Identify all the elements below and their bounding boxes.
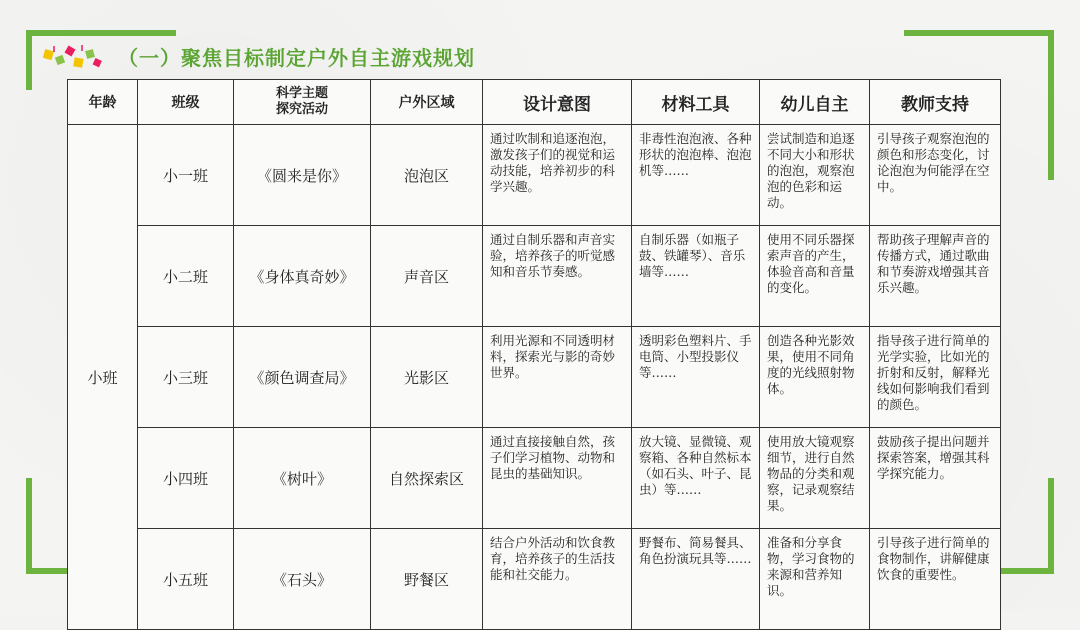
child-cell: 使用放大镜观察细节，进行自然物品的分类和观察，记录观察结果。: [760, 428, 870, 529]
teacher-cell: 指导孩子进行简单的光学实验，比如光的折射和反射，解释光线如何影响我们看到的颜色。: [870, 327, 1001, 428]
class-cell: 小五班: [138, 529, 234, 630]
frame-corner-top-right: [904, 30, 1054, 36]
area-cell: 自然探索区: [371, 428, 483, 529]
header-teacher: 教师支持: [870, 80, 1001, 125]
design-cell: 通过直接接触自然，孩子们学习植物、动物和昆虫的基础知识。: [483, 428, 632, 529]
table-row: [68, 125, 1001, 226]
area-cell: 光影区: [371, 327, 483, 428]
header-age: 年龄: [68, 80, 138, 125]
materials-cell: 非毒性泡泡液、各种形状的泡泡棒、泡泡机等……: [632, 125, 760, 226]
age-group-cell: 小班: [68, 125, 138, 630]
table-row: [68, 428, 1001, 529]
class-cell: 小三班: [138, 327, 234, 428]
teacher-cell: 引导孩子进行简单的食物制作，讲解健康饮食的重要性。: [870, 529, 1001, 630]
theme-cell: 《身体真奇妙》: [234, 226, 371, 327]
activity-plan-table: [67, 79, 1001, 630]
child-cell: 使用不同乐器探索声音的产生，体验音高和音量的变化。: [760, 226, 870, 327]
header-materials: 材料工具: [632, 80, 760, 125]
materials-cell: 野餐布、简易餐具、角色扮演玩具等……: [632, 529, 760, 630]
header-theme-line1: 科学主题: [275, 86, 328, 101]
materials-cell: 自制乐器（如瓶子鼓、铁罐琴）、音乐墙等……: [632, 226, 760, 327]
page-title: （一）聚焦目标制定户外自主游戏规划: [118, 46, 475, 70]
theme-cell: 《颜色调查局》: [234, 327, 371, 428]
table-row: [68, 529, 1001, 630]
header-area: 户外区域: [371, 80, 483, 125]
frame-corner-top-left: [26, 30, 176, 36]
theme-cell: 《石头》: [234, 529, 371, 630]
area-cell: 泡泡区: [371, 125, 483, 226]
header-child: 幼儿自主: [760, 80, 870, 125]
teacher-cell: 鼓励孩子提出问题并探索答案，增强其科学探究能力。: [870, 428, 1001, 529]
header-class: 班级: [138, 80, 234, 125]
area-cell: 声音区: [371, 226, 483, 327]
frame-edge-left-top: [26, 30, 32, 90]
frame-edge-left-bottom: [26, 478, 32, 574]
theme-cell: 《树叶》: [234, 428, 371, 529]
materials-cell: 透明彩色塑料片、手电筒、小型投影仪等……: [632, 327, 760, 428]
child-cell: 创造各种光影效果，使用不同角度的光线照射物体。: [760, 327, 870, 428]
theme-cell: 《圆来是你》: [234, 125, 371, 226]
frame-edge-right-top: [1048, 30, 1054, 180]
design-cell: 结合户外活动和饮食教育，培养孩子的生活技能和社交能力。: [483, 529, 632, 630]
header-theme: [234, 80, 371, 125]
class-cell: 小一班: [138, 125, 234, 226]
teacher-cell: 帮助孩子理解声音的传播方式，通过歌曲和节奏游戏增强其音乐兴趣。: [870, 226, 1001, 327]
teacher-cell: 引导孩子观察泡泡的颜色和形态变化，讨论泡泡为何能浮在空中。: [870, 125, 1001, 226]
design-cell: 利用光源和不同透明材料，探索光与影的奇妙世界。: [483, 327, 632, 428]
child-cell: 准备和分享食物，学习食物的来源和营养知识。: [760, 529, 870, 630]
table-row: [68, 327, 1001, 428]
materials-cell: 放大镜、显微镜、观察箱、各种自然标本（如石头、叶子、昆虫）等……: [632, 428, 760, 529]
table-row: [68, 226, 1001, 327]
class-cell: 小四班: [138, 428, 234, 529]
table-header-row: [68, 80, 1001, 125]
design-cell: 通过自制乐器和声音实验，培养孩子的听觉感知和音乐节奏感。: [483, 226, 632, 327]
header-theme-line2: 探究活动: [275, 102, 328, 117]
child-cell: 尝试制造和追逐不同大小和形状的泡泡，观察泡泡的色彩和运动。: [760, 125, 870, 226]
flower-decoration-icon: [42, 44, 104, 72]
frame-edge-right-bottom: [1048, 478, 1054, 574]
design-cell: 通过吹制和追逐泡泡，激发孩子们的视觉和运动技能，培养初步的科学兴趣。: [483, 125, 632, 226]
header-design: 设计意图: [483, 80, 632, 125]
area-cell: 野餐区: [371, 529, 483, 630]
class-cell: 小二班: [138, 226, 234, 327]
